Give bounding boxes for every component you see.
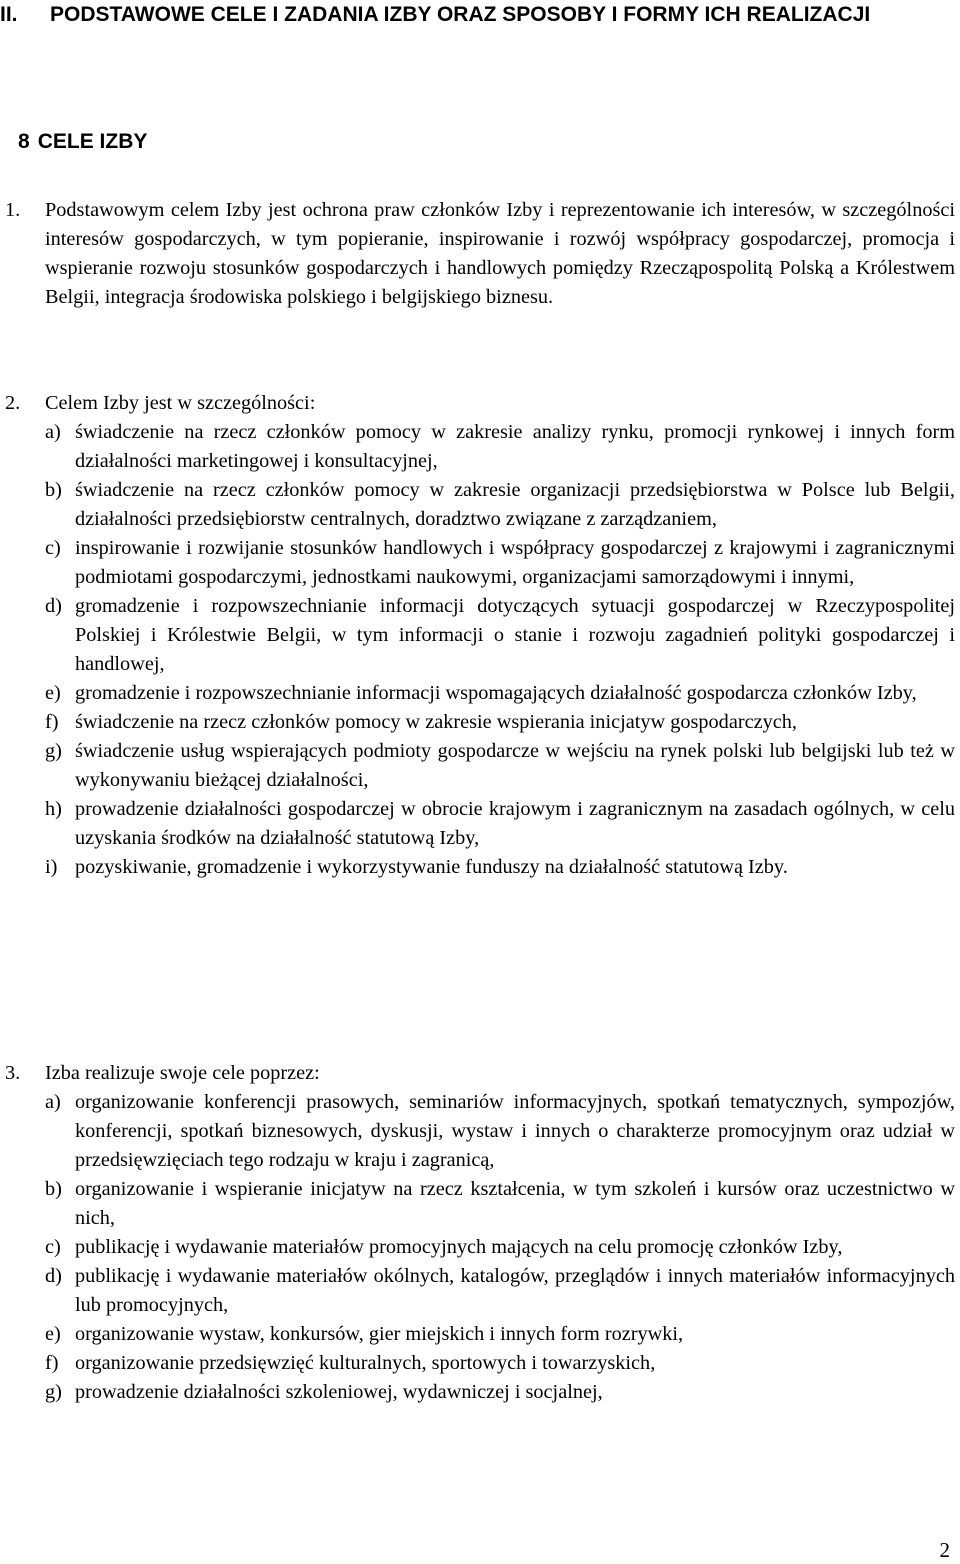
item-text: organizowanie wystaw, konkursów, gier miejskich i innych form rozrywki, xyxy=(75,1323,684,1345)
item-text: gromadzenie i rozpowszechnianie informacji wspomagających działalność gospodarcza członków Izby, xyxy=(75,682,917,704)
list-item xyxy=(45,592,955,679)
chapter-number: II. xyxy=(0,3,18,26)
list-item xyxy=(45,534,955,592)
list-item xyxy=(45,679,955,708)
item-text: organizowanie przedsięwzięć kulturalnych, sportowych i towarzyskich, xyxy=(75,1352,656,1374)
point-text: Podstawowym celem Izby jest ochrona praw członków Izby i reprezentowanie ich interesów, w szczególności interesów gospodarczych, w tym popieranie, inspirowanie i rozwój współpracy gospodarczej, promocja i wspieranie rozwoju stosunków gospodarczych i handlowych pomiędzy Rzecząpospolitą Polską a Królestwem Belgii, integracja środowiska polskiego i belgijskiego biznesu. xyxy=(45,199,955,308)
item-label: c) xyxy=(45,537,61,559)
item-text: gromadzenie i rozpowszechnianie informacji dotyczących sytuacji gospodarczej w Rzeczypospolitej Polskiej i Królestwie Belgii, w tym informacji o stanie i rozwoju zagadnień polityki gospodarczej i handlowej, xyxy=(75,595,955,675)
point-2 xyxy=(5,389,955,882)
item-text: świadczenie na rzecz członków pomocy w zakresie organizacji przedsiębiorstwa w Polsce lub Belgii, działalności przedsiębiorstw centralnych, doradztwo związane z zarządzaniem, xyxy=(75,479,955,530)
list-item xyxy=(45,1320,955,1349)
list-item xyxy=(45,1378,955,1407)
item-label: a) xyxy=(45,421,61,443)
section-heading xyxy=(18,127,147,156)
item-label: g) xyxy=(45,1381,62,1403)
item-text: organizowanie i wspieranie inicjatyw na rzecz kształcenia, w tym szkoleń i kursów oraz uczestnictwo w nich, xyxy=(75,1178,955,1229)
item-label: h) xyxy=(45,798,62,820)
list-item xyxy=(45,1233,955,1262)
item-text: organizowanie konferencji prasowych, seminariów informacyjnych, spotkań tematycznych, sympozjów, konferencji, spotkań biznesowych, dyskusji, wystaw i innych o charakterze promocyjnym oraz udział w przedsięwzięciach tego rodzaju w kraju i zagranicą, xyxy=(75,1091,955,1171)
list-item xyxy=(45,1088,955,1175)
section-title: CELE IZBY xyxy=(37,130,148,153)
point-intro: Izba realizuje swoje cele poprzez: xyxy=(45,1062,320,1084)
item-label: d) xyxy=(45,595,62,617)
item-label: i) xyxy=(45,856,58,878)
item-label: f) xyxy=(45,1352,59,1374)
item-label: e) xyxy=(45,1323,61,1345)
item-text: inspirowanie i rozwijanie stosunków handlowych i współpracy gospodarczej z krajowymi i zagranicznymi podmiotami gospodarczymi, jednostkami naukowymi, organizacjami samorządowymi i innymi, xyxy=(75,537,955,588)
list-item xyxy=(45,1349,955,1378)
page-number: 2 xyxy=(939,1538,950,1562)
point-number: 1. xyxy=(5,199,21,221)
item-label: e) xyxy=(45,682,61,704)
list-item xyxy=(45,737,955,795)
item-label: f) xyxy=(45,711,59,733)
point-1 xyxy=(5,196,955,312)
item-label: b) xyxy=(45,1178,62,1200)
item-text: prowadzenie działalności szkoleniowej, wydawniczej i socjalnej, xyxy=(75,1381,603,1403)
list-item xyxy=(45,1262,955,1320)
list-item xyxy=(45,1175,955,1233)
item-text: świadczenie na rzecz członków pomocy w zakresie analizy rynku, promocji rynkowej i innych form działalności marketingowej i konsultacyjnej, xyxy=(75,421,955,472)
point-3 xyxy=(5,1059,955,1407)
item-text: pozyskiwanie, gromadzenie i wykorzystywanie funduszy na działalność statutową Izby. xyxy=(75,856,788,878)
item-text: świadczenie na rzecz członków pomocy w zakresie wspierania inicjatyw gospodarczych, xyxy=(75,711,797,733)
list-item xyxy=(45,795,955,853)
chapter-heading xyxy=(0,0,955,29)
chapter-title: PODSTAWOWE CELE I ZADANIA IZBY ORAZ SPOSOBY I FORMY ICH REALIZACJI xyxy=(50,3,871,26)
item-text: publikację i wydawanie materiałów promocyjnych mających na celu promocję członków Izby, xyxy=(75,1236,843,1258)
section-number: 8 xyxy=(18,130,30,153)
point-number: 2. xyxy=(5,392,21,414)
list-item xyxy=(45,708,955,737)
item-label: c) xyxy=(45,1236,61,1258)
list-item xyxy=(45,418,955,476)
item-text: prowadzenie działalności gospodarczej w obrocie krajowym i zagranicznym na zasadach ogólnych, w celu uzyskania środków na działalność statutową Izby, xyxy=(75,798,955,849)
item-label: a) xyxy=(45,1091,61,1113)
item-text: świadczenie usług wspierających podmioty gospodarcze w wejściu na rynek polski lub belgijski lub też w wykonywaniu bieżącej działalności, xyxy=(75,740,955,791)
point-number: 3. xyxy=(5,1062,21,1084)
list-item xyxy=(45,476,955,534)
list-item xyxy=(45,853,955,882)
item-text: publikację i wydawanie materiałów okólnych, katalogów, przeglądów i innych materiałów informacyjnych lub promocyjnych, xyxy=(75,1265,955,1316)
item-label: d) xyxy=(45,1265,62,1287)
item-label: b) xyxy=(45,479,62,501)
item-label: g) xyxy=(45,740,62,762)
point-intro: Celem Izby jest w szczególności: xyxy=(45,392,316,414)
